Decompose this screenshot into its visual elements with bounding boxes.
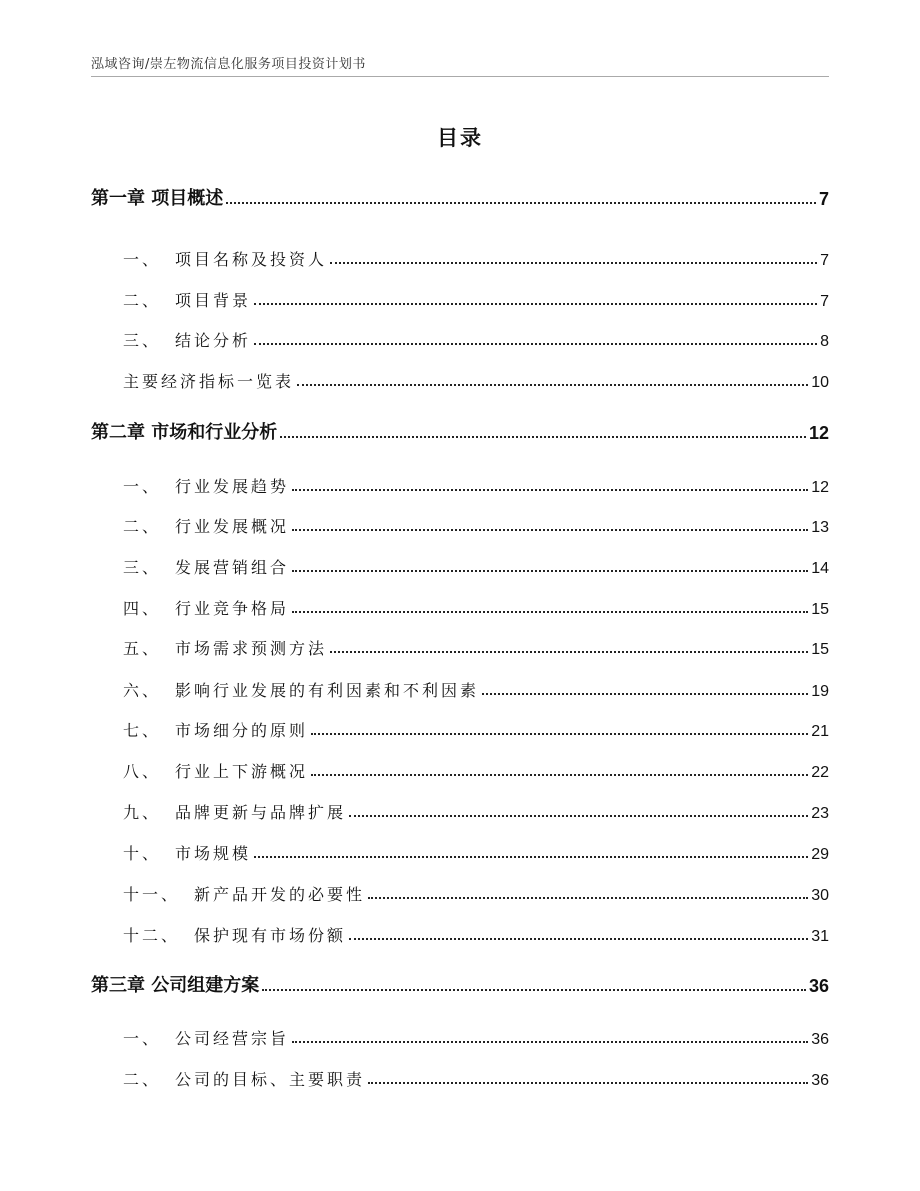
toc-entry-text: 市场需求预测方法 xyxy=(175,639,328,658)
toc-entry-text: 行业发展概况 xyxy=(175,517,290,536)
toc-entry-number: 九、 xyxy=(123,803,162,822)
dot-leader xyxy=(254,855,808,858)
toc-entry-number: 十一、 xyxy=(123,885,181,904)
toc-entry-text: 保护现有市场份额 xyxy=(194,926,347,945)
toc-entry-label xyxy=(123,328,251,351)
dot-leader xyxy=(368,1081,808,1084)
toc-page-number: 10 xyxy=(811,374,829,391)
toc-section-entry[interactable] xyxy=(91,754,829,782)
toc-entry-number: 五、 xyxy=(123,639,162,658)
toc-page-number: 36 xyxy=(811,1072,829,1089)
toc-section-entry[interactable] xyxy=(91,242,829,270)
toc-section-entry[interactable] xyxy=(91,509,829,537)
toc-entry-number: 六、 xyxy=(123,681,162,700)
toc-entry-label xyxy=(123,923,346,946)
toc-section-entry[interactable] xyxy=(91,877,829,905)
toc-entry-number: 一、 xyxy=(123,477,162,496)
toc-page-number: 21 xyxy=(811,723,829,740)
toc-page-number: 7 xyxy=(820,293,829,310)
toc-entry-label xyxy=(123,247,327,270)
toc-entry-text: 市场细分的原则 xyxy=(175,721,309,740)
toc-page-number: 7 xyxy=(818,189,829,209)
dot-leader xyxy=(297,383,808,386)
toc-entry-text: 项目名称及投资人 xyxy=(175,250,328,269)
dot-leader xyxy=(254,302,817,305)
toc-page-number: 19 xyxy=(811,683,829,700)
dot-leader xyxy=(292,1040,808,1043)
toc-entry-label xyxy=(123,841,251,864)
toc-entry-label xyxy=(123,1026,289,1049)
toc-section-entry[interactable] xyxy=(91,918,829,946)
toc-page-number: 36 xyxy=(811,1031,829,1048)
toc-section-entry[interactable] xyxy=(91,1062,829,1090)
toc-entry-number: 二、 xyxy=(123,517,162,536)
toc-entry-label: 第二章 市场和行业分析 xyxy=(91,422,278,443)
toc-entry-text: 行业竞争格局 xyxy=(175,599,290,618)
toc-entry-text: 项目背景 xyxy=(175,291,252,310)
toc-section-entry[interactable] xyxy=(91,469,829,497)
toc-page-number: 31 xyxy=(811,928,829,945)
toc-entry-text: 影响行业发展的有利因素和不利因素 xyxy=(175,681,480,700)
toc-entry-number: 十二、 xyxy=(123,926,181,945)
toc-entry-number: 四、 xyxy=(123,599,162,618)
toc-page-number: 22 xyxy=(811,764,829,781)
toc-entry-text: 发展营销组合 xyxy=(175,558,290,577)
toc-entry-text: 行业发展趋势 xyxy=(175,477,290,496)
toc-entry-number: 八、 xyxy=(123,762,162,781)
toc-entry-number: 七、 xyxy=(123,721,162,740)
toc-entry-label xyxy=(123,800,346,823)
toc-entry-number: 十、 xyxy=(123,844,162,863)
toc-chapter-entry[interactable] xyxy=(91,969,829,997)
toc-section-entry[interactable] xyxy=(91,836,829,864)
toc-entry-label xyxy=(123,514,289,537)
toc-entry-number: 二、 xyxy=(123,291,162,310)
running-header: 泓域咨询/崇左物流信息化服务项目投资计划书 xyxy=(91,57,366,72)
dot-leader xyxy=(311,773,808,776)
toc-entry-label xyxy=(123,555,289,578)
toc-entry-number: 三、 xyxy=(123,558,162,577)
toc-page-number: 29 xyxy=(811,846,829,863)
toc-page-number: 23 xyxy=(811,805,829,822)
dot-leader xyxy=(226,201,816,204)
toc-entry-label xyxy=(123,596,289,619)
toc-section-entry[interactable] xyxy=(91,631,829,659)
dot-leader xyxy=(292,610,808,613)
toc-section-entry[interactable] xyxy=(91,713,829,741)
dot-leader xyxy=(292,488,808,491)
toc-section-entry[interactable] xyxy=(91,673,829,701)
toc-entry-label: 第一章 项目概述 xyxy=(91,188,224,209)
toc-entry-number: 一、 xyxy=(123,250,162,269)
toc-section-entry[interactable] xyxy=(91,283,829,311)
toc-section-entry[interactable] xyxy=(91,550,829,578)
toc-entry-number: 二、 xyxy=(123,1070,162,1089)
toc-entry-label xyxy=(123,718,308,741)
toc-entry-text: 公司经营宗旨 xyxy=(175,1029,290,1048)
dot-leader xyxy=(292,528,808,531)
toc-page-number: 12 xyxy=(808,423,829,443)
toc-page-number: 15 xyxy=(811,641,829,658)
toc-entry-number: 三、 xyxy=(123,331,162,350)
toc-entry-label xyxy=(123,759,308,782)
dot-leader xyxy=(254,342,817,345)
toc-entry-text: 公司的目标、主要职责 xyxy=(175,1070,366,1089)
toc-chapter-entry[interactable] xyxy=(91,182,829,210)
toc-page-number: 12 xyxy=(811,479,829,496)
toc-section-entry[interactable] xyxy=(91,364,829,392)
toc-entry-number: 一、 xyxy=(123,1029,162,1048)
toc-page-number: 30 xyxy=(811,887,829,904)
toc-entry-label xyxy=(123,474,289,497)
toc-title: 目录 xyxy=(437,126,483,150)
dot-leader xyxy=(280,435,806,438)
toc-entry-label xyxy=(123,636,327,659)
dot-leader xyxy=(330,650,808,653)
toc-page-number: 13 xyxy=(811,519,829,536)
dot-leader xyxy=(482,692,808,695)
toc-section-entry[interactable] xyxy=(91,795,829,823)
header-rule xyxy=(91,76,829,77)
dot-leader xyxy=(349,937,808,940)
toc-entry-label xyxy=(123,678,479,701)
toc-page-number: 15 xyxy=(811,601,829,618)
toc-chapter-entry[interactable] xyxy=(91,416,829,444)
toc-entry-label xyxy=(123,1067,365,1090)
toc-section-entry[interactable] xyxy=(91,1021,829,1049)
toc-entry-text: 新产品开发的必要性 xyxy=(194,885,366,904)
toc-entry-text: 市场规模 xyxy=(175,844,252,863)
toc-entry-text: 结论分析 xyxy=(175,331,252,350)
dot-leader xyxy=(262,988,806,991)
toc-entry-label: 主要经济指标一览表 xyxy=(123,372,295,391)
toc-page-number: 36 xyxy=(808,976,829,996)
dot-leader xyxy=(349,814,808,817)
toc-entry-label: 第三章 公司组建方案 xyxy=(91,975,260,996)
dot-leader xyxy=(292,569,808,572)
toc-page-number: 7 xyxy=(820,252,829,269)
toc-section-entry[interactable] xyxy=(91,591,829,619)
dot-leader xyxy=(330,261,817,264)
dot-leader xyxy=(368,896,808,899)
toc-page-number: 14 xyxy=(811,560,829,577)
dot-leader xyxy=(311,732,808,735)
toc-entry-label xyxy=(123,288,251,311)
toc-section-entry[interactable] xyxy=(91,323,829,351)
toc-page-number: 8 xyxy=(820,333,829,350)
toc-entry-label xyxy=(123,882,365,905)
toc-entry-text: 行业上下游概况 xyxy=(175,762,309,781)
toc-entry-text: 品牌更新与品牌扩展 xyxy=(175,803,347,822)
